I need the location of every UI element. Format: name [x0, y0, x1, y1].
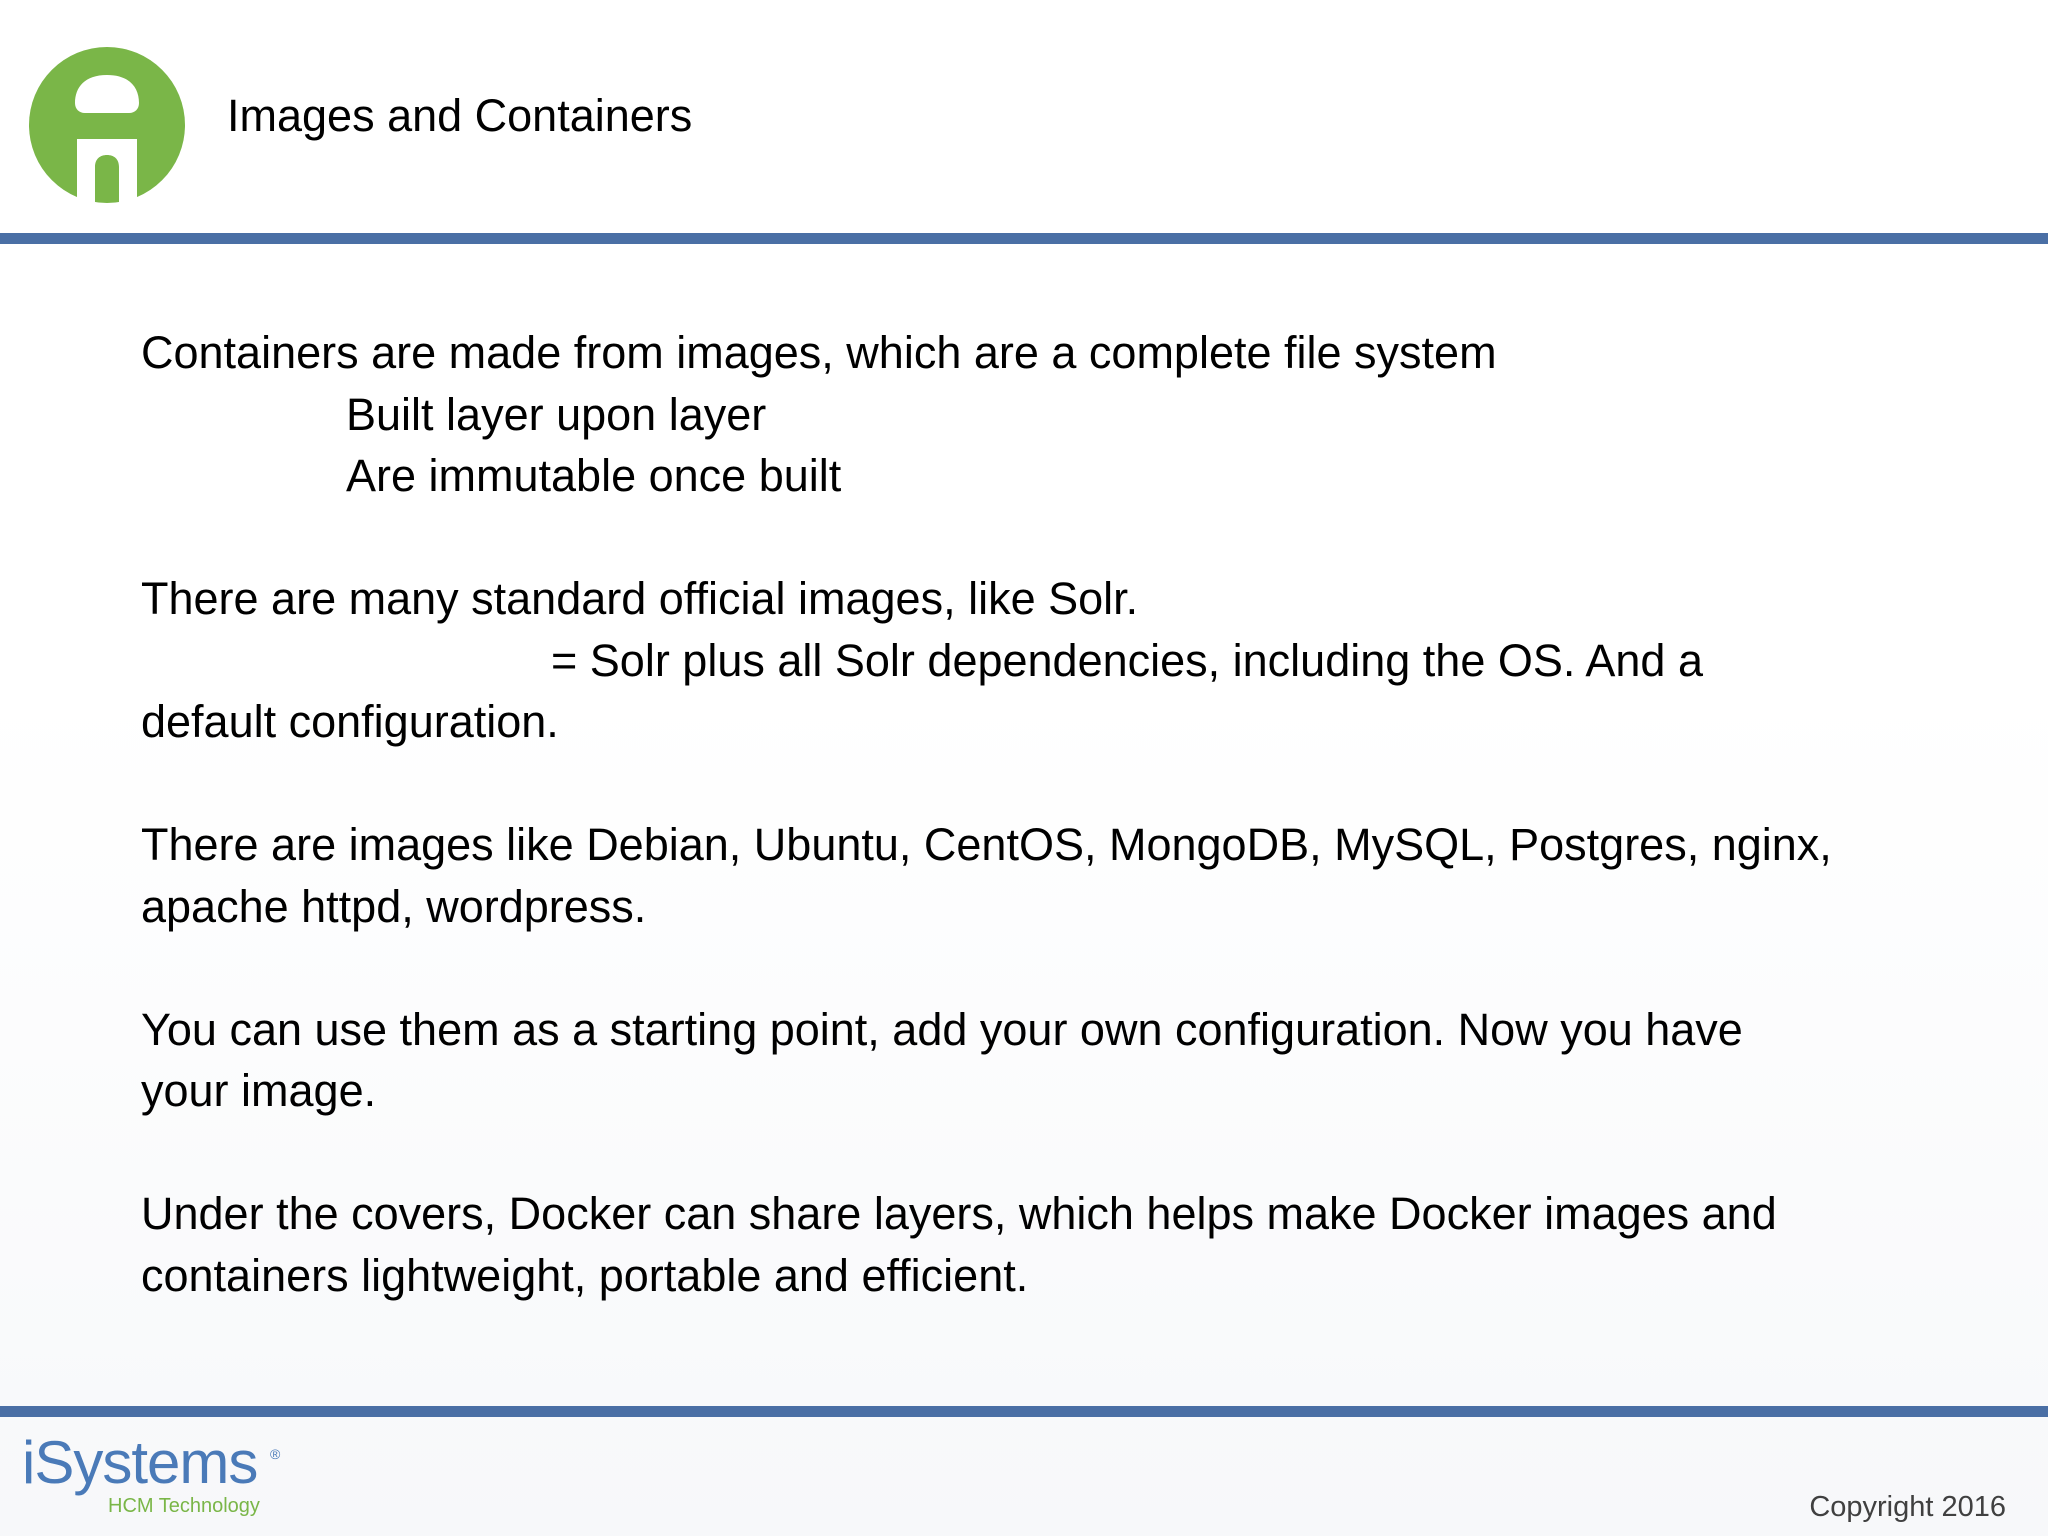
body-line-indented: Built layer upon layer — [346, 388, 767, 440]
body-line-indented: = Solr plus all Solr dependencies, including the OS. And a — [551, 634, 1703, 686]
body-line: There are images like Debian, Ubuntu, CentOS, MongoDB, MySQL, Postgres, nginx, — [141, 819, 1832, 870]
body-line-indented: Are immutable once built — [346, 450, 842, 501]
slide-title: Images and Containers — [227, 90, 693, 141]
body-line: apache httpd, wordpress. — [141, 880, 647, 932]
body-line: Containers are made from images, which are a complete file system — [141, 327, 1497, 378]
body-line: You can use them as a starting point, add your own configuration. Now you have — [141, 1003, 1743, 1055]
footer-brand-tagline: HCM Technology — [108, 1495, 260, 1517]
body-line: containers lightweight, portable and efficient. — [141, 1249, 1029, 1301]
top-divider — [0, 233, 2048, 244]
body-line: Under the covers, Docker can share layers, which helps make Docker images and — [141, 1188, 1777, 1239]
body-line: default configuration. — [141, 696, 559, 747]
slide-body — [141, 322, 1971, 1306]
round-green-logo-icon — [27, 45, 187, 205]
body-line: your image. — [141, 1065, 377, 1116]
copyright-notice: Copyright 2016 — [1809, 1491, 2006, 1523]
footer-brand-logo: iSystems — [22, 1429, 258, 1496]
footer-brand-registered-mark: ® — [270, 1446, 281, 1462]
body-line: There are many standard official images, like Solr. — [141, 573, 1139, 624]
bottom-divider — [0, 1406, 2048, 1417]
